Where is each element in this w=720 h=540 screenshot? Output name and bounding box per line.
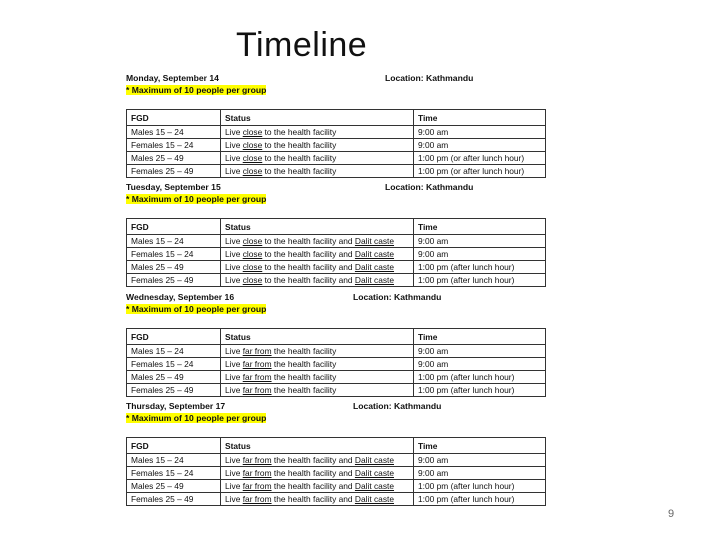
day-heading: Wednesday, September 16 <box>126 292 235 302</box>
table-row <box>127 384 546 397</box>
fgd-cell: Females 15 – 24 <box>127 358 221 371</box>
table-row <box>127 235 546 248</box>
time-cell: 9:00 am <box>414 139 546 152</box>
time-cell: 1:00 pm (after lunch hour) <box>414 274 546 287</box>
table-row <box>127 126 546 139</box>
fgd-cell: Females 25 – 49 <box>127 274 221 287</box>
table-row <box>127 139 546 152</box>
schedule-table <box>126 437 546 506</box>
status-cell: Live close to the health facility <box>221 165 414 178</box>
time-cell: 9:00 am <box>414 345 546 358</box>
table-row <box>127 358 546 371</box>
header-fgd: FGD <box>127 110 221 126</box>
fgd-cell: Females 15 – 24 <box>127 248 221 261</box>
fgd-cell: Females 25 – 49 <box>127 165 221 178</box>
table-row <box>127 165 546 178</box>
status-cell: Live far from the health facility and Dalit caste <box>221 454 414 467</box>
table-row <box>127 454 546 467</box>
header-time: Time <box>414 219 546 235</box>
header-time: Time <box>414 110 546 126</box>
status-cell: Live far from the health facility and Dalit caste <box>221 467 414 480</box>
location-label: Location: Kathmandu <box>353 401 442 411</box>
note-highlight: * Maximum of 10 people per group <box>126 413 267 423</box>
schedule-table <box>126 328 546 397</box>
time-cell: 1:00 pm (after lunch hour) <box>414 371 546 384</box>
fgd-cell: Males 25 – 49 <box>127 480 221 493</box>
status-cell: Live far from the health facility and Dalit caste <box>221 493 414 506</box>
header-time: Time <box>414 438 546 454</box>
max-people-note <box>126 413 266 423</box>
header-status: Status <box>221 329 414 345</box>
status-cell: Live far from the health facility <box>221 358 414 371</box>
table-row <box>127 480 546 493</box>
fgd-cell: Females 15 – 24 <box>127 467 221 480</box>
fgd-cell: Females 25 – 49 <box>127 384 221 397</box>
time-cell: 9:00 am <box>414 467 546 480</box>
status-cell: Live close to the health facility and Dalit caste <box>221 274 414 287</box>
max-people-note <box>126 85 266 95</box>
location-label: Location: Kathmandu <box>353 292 442 302</box>
time-cell: 9:00 am <box>414 248 546 261</box>
header-fgd: FGD <box>127 219 221 235</box>
table-row <box>127 248 546 261</box>
fgd-cell: Males 15 – 24 <box>127 454 221 467</box>
table-row <box>127 371 546 384</box>
status-cell: Live close to the health facility and Dalit caste <box>221 235 414 248</box>
time-cell: 1:00 pm (after lunch hour) <box>414 261 546 274</box>
note-highlight: * Maximum of 10 people per group <box>126 194 267 204</box>
fgd-cell: Males 15 – 24 <box>127 126 221 139</box>
time-cell: 1:00 pm (after lunch hour) <box>414 480 546 493</box>
time-cell: 1:00 pm (or after lunch hour) <box>414 165 546 178</box>
schedule-table <box>126 109 546 178</box>
status-cell: Live far from the health facility <box>221 371 414 384</box>
status-cell: Live close to the health facility and Dalit caste <box>221 261 414 274</box>
table-row <box>127 493 546 506</box>
schedule-table <box>126 218 546 287</box>
header-status: Status <box>221 438 414 454</box>
status-cell: Live close to the health facility <box>221 139 414 152</box>
table-header-row <box>127 219 546 235</box>
day-heading: Tuesday, September 15 <box>126 182 221 192</box>
table-header-row <box>127 329 546 345</box>
table-row <box>127 261 546 274</box>
header-status: Status <box>221 219 414 235</box>
time-cell: 1:00 pm (or after lunch hour) <box>414 152 546 165</box>
table-row <box>127 152 546 165</box>
time-cell: 9:00 am <box>414 126 546 139</box>
location-label: Location: Kathmandu <box>385 182 474 192</box>
time-cell: 1:00 pm (after lunch hour) <box>414 493 546 506</box>
fgd-cell: Males 25 – 49 <box>127 152 221 165</box>
fgd-cell: Males 15 – 24 <box>127 235 221 248</box>
status-cell: Live far from the health facility and Dalit caste <box>221 480 414 493</box>
header-time: Time <box>414 329 546 345</box>
status-cell: Live far from the health facility <box>221 384 414 397</box>
status-cell: Live close to the health facility and Dalit caste <box>221 248 414 261</box>
note-highlight: * Maximum of 10 people per group <box>126 85 267 95</box>
table-row <box>127 467 546 480</box>
day-heading: Thursday, September 17 <box>126 401 226 411</box>
max-people-note <box>126 304 266 314</box>
day-heading: Monday, September 14 <box>126 73 219 83</box>
location-label: Location: Kathmandu <box>385 73 474 83</box>
header-fgd: FGD <box>127 438 221 454</box>
time-cell: 9:00 am <box>414 235 546 248</box>
time-cell: 9:00 am <box>414 358 546 371</box>
table-header-row <box>127 110 546 126</box>
fgd-cell: Males 25 – 49 <box>127 261 221 274</box>
status-cell: Live close to the health facility <box>221 152 414 165</box>
note-highlight: * Maximum of 10 people per group <box>126 304 267 314</box>
fgd-cell: Males 15 – 24 <box>127 345 221 358</box>
max-people-note <box>126 194 266 204</box>
table-header-row <box>127 438 546 454</box>
header-status: Status <box>221 110 414 126</box>
table-row <box>127 274 546 287</box>
status-cell: Live far from the health facility <box>221 345 414 358</box>
page-title: Timeline <box>236 26 368 64</box>
time-cell: 1:00 pm (after lunch hour) <box>414 384 546 397</box>
fgd-cell: Females 15 – 24 <box>127 139 221 152</box>
fgd-cell: Females 25 – 49 <box>127 493 221 506</box>
status-cell: Live close to the health facility <box>221 126 414 139</box>
header-fgd: FGD <box>127 329 221 345</box>
fgd-cell: Males 25 – 49 <box>127 371 221 384</box>
time-cell: 9:00 am <box>414 454 546 467</box>
table-row <box>127 345 546 358</box>
page-number: 9 <box>668 508 675 520</box>
